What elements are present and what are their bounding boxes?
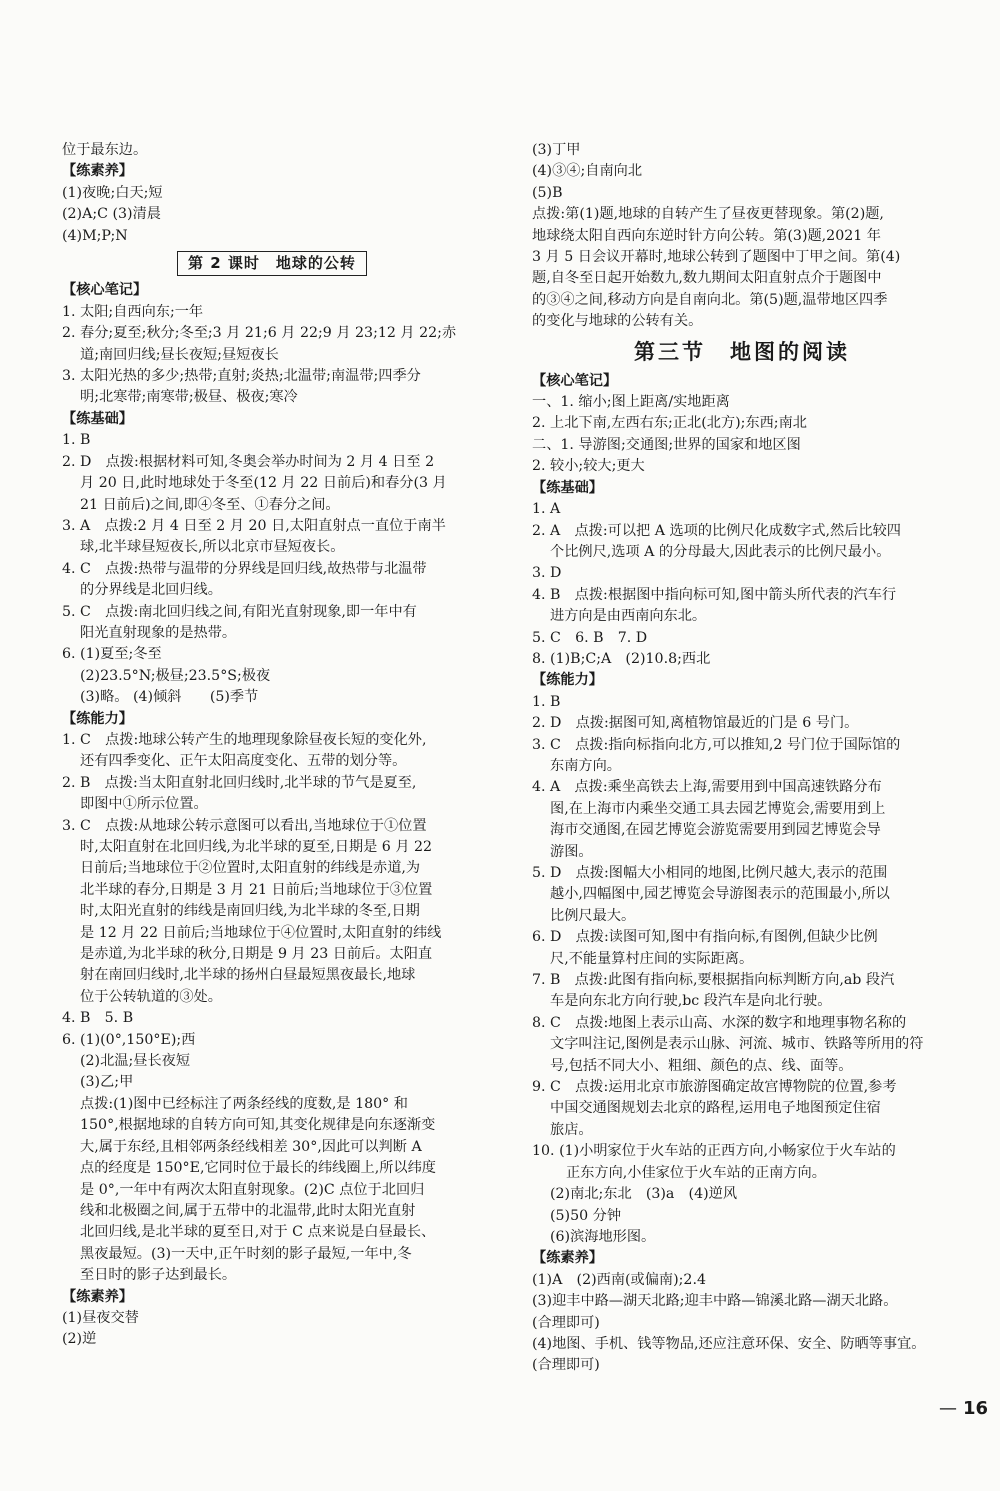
text-line: (4)③④;自南向北	[532, 163, 643, 180]
section-heading: 【练素养】	[62, 1288, 133, 1305]
text-line: 日前后;当地球位于②位置时,太阳直射的纬线是赤道,为	[80, 860, 421, 877]
page-number: — 16	[938, 1398, 988, 1419]
text-line: 1. A	[532, 501, 561, 518]
text-line: 图,在上海市内乘坐交通工具去园艺博览会,需要用到上	[550, 800, 886, 817]
section-heading: 【核心笔记】	[532, 372, 618, 389]
text-line: 5. C 点拨:南北回归线之间,有阳光直射现象,即一年中有	[62, 603, 417, 620]
text-line: 号,包括不同大小、粗细、颜色的点、线、面等。	[550, 1057, 853, 1074]
text-line: 3 月 5 日会议开幕时,地球公转到了题图中丁甲之间。第(4)	[532, 249, 901, 266]
section-heading: 【练素养】	[532, 1250, 603, 1267]
text-line: 尺,不能量算村庄间的实际距离。	[550, 950, 754, 967]
text-line: (1)A (2)西南(或偏南);2.4	[532, 1271, 706, 1288]
text-line: 2. 较小;较大;更大	[532, 458, 645, 475]
text-line: 1. B	[532, 693, 561, 710]
text-line: (3)迎丰中路—湖天北路;迎丰中路—锦溪北路—湖天北路。	[532, 1293, 898, 1310]
text-line: 点拨:(1)图中已经标注了两条经线的度数,是 180° 和	[80, 1095, 408, 1112]
text-line: 个比例尺,选项 A 的分母最大,因此表示的比例尺最小。	[550, 543, 891, 560]
text-line: 黑夜最短。(3)一天中,正午时刻的影子最短,一年中,冬	[80, 1245, 412, 1262]
text-line: 题,自冬至日起开始数九,数九期间太阳直射点介于题图中	[532, 270, 882, 287]
text-line: 3. A 点拨:2 月 4 日至 2 月 20 日,太阳直射点一直位于南半	[62, 517, 446, 534]
text-line: 的分界线是北回归线。	[80, 582, 222, 599]
text-line: (2)逆	[62, 1331, 97, 1348]
text-line: 时,太阳光直射的纬线是南回归线,为北半球的冬至,日期	[80, 903, 420, 920]
text-line: 150°,根据地球的自转方向可知,其变化规律是向东逐渐变	[80, 1117, 436, 1134]
left-column	[62, 140, 482, 1351]
text-line: (5)50 分钟	[550, 1207, 622, 1224]
text-line: 的③④之间,移动方向是自南向北。第(5)题,温带地区四季	[532, 291, 888, 308]
text-line: 是赤道,为北半球的秋分,日期是 9 月 23 日前后。太阳直	[80, 946, 433, 963]
text-line: 射在南回归线时,北半球的扬州白昼最短黑夜最长,地球	[80, 967, 416, 984]
text-line: 5. C 6. B 7. D	[532, 629, 648, 646]
text-line: 2. D 点拨:据图可知,离植物馆最近的门是 6 号门。	[532, 715, 859, 732]
text-line: 阳光直射现象的是热带。	[80, 624, 237, 641]
text-line: (合理即可)	[532, 1357, 600, 1374]
text-line: 3. C 点拨:从地球公转示意图可以看出,当地球位于①位置	[62, 817, 427, 834]
text-line: 1. B	[62, 432, 91, 449]
text-line: (3)略。 (4)倾斜 (5)季节	[80, 689, 259, 706]
text-line: 文字叫注记,图例是表示山脉、河流、城市、铁路等所用的符	[550, 1036, 924, 1053]
text-line: 3. 太阳光热的多少;热带;直射;炎热;北温带;南温带;四季分	[62, 368, 421, 385]
text-line: 2. D 点拨:根据材料可知,冬奥会举办时间为 2 月 4 日至 2	[62, 453, 435, 470]
text-line: 东南方向。	[550, 757, 621, 774]
text-line: (2)A;C (3)清晨	[62, 206, 161, 223]
text-line: 点的经度是 150°E,它同时位于最长的纬线圈上,所以纬度	[80, 1160, 436, 1177]
text-line: 至日时的影子达到最长。	[80, 1267, 237, 1284]
text-line: 北半球的春分,日期是 3 月 21 日前后;当地球位于③位置	[80, 881, 433, 898]
text-line: 中国交通图规划去北京的路程,运用电子地图预定住宿	[550, 1100, 881, 1117]
text-line: 线和北极圈之间,属于五带中的北温带,此时太阳光直射	[80, 1202, 416, 1219]
text-line: 点拨:第(1)题,地球的自转产生了昼夜更替现象。第(2)题,	[532, 206, 884, 223]
text-line: (1)昼夜交替	[62, 1309, 139, 1326]
text-line: 是 12 月 22 日前后;当地球位于④位置时,太阳直射的纬线	[80, 924, 442, 941]
text-line: 3. C 点拨:指向标指向北方,可以推知,2 号门位于国际馆的	[532, 736, 901, 753]
text-line: (6)滨海地形图。	[550, 1228, 656, 1245]
text-line: 7. B 点拨:此图有指向标,要根据指向标判断方向,ab 段汽	[532, 972, 895, 989]
text-line: 旅店。	[550, 1121, 593, 1138]
text-line: 4. C 点拨:热带与温带的分界线是回归线,故热带与北温带	[62, 560, 427, 577]
text-line: 5. D 点拨:图幅大小相同的地图,比例尺越大,表示的范围	[532, 865, 888, 881]
text-line: 1. 太阳;自西向东;一年	[62, 303, 204, 320]
text-line: 2. B 点拨:当太阳直射北回归线时,北半球的节气是夏至,	[62, 774, 417, 791]
text-line: 车是向东北方向行驶,bc 段汽车是向北行驶。	[550, 993, 832, 1010]
section-title: 第三节 地图的阅读	[634, 339, 850, 364]
text-line: (2)北温;昼长夜短	[80, 1053, 191, 1070]
text-line: (2)南北;东北 (3)a (4)逆风	[550, 1186, 738, 1203]
right-column	[532, 140, 952, 1377]
text-line: 游图。	[550, 843, 593, 860]
text-line: (3)丁甲	[532, 142, 581, 158]
text-line: (4)M;P;N	[62, 227, 128, 244]
text-line: (合理即可)	[532, 1314, 600, 1331]
text-line: 还有四季变化、正午太阳高度变化、五带的划分等。	[80, 753, 407, 770]
section-heading: 【练基础】	[532, 479, 603, 496]
lesson-title: 第 2 课时 地球的公转	[62, 251, 482, 276]
text-line: 是 0°,一年中有两次太阳直射现象。(2)C 点位于北回归	[80, 1181, 425, 1198]
section-heading: 【练能力】	[62, 710, 133, 727]
text-line: 4. A 点拨:乘坐高铁去上海,需要用到中国高速铁路分布	[532, 779, 882, 796]
text-line: (4)地图、手机、钱等物品,还应注意环保、安全、防晒等事宜。	[532, 1335, 926, 1352]
text-line: 8. C 点拨:地图上表示山高、水深的数字和地理事物名称的	[532, 1014, 907, 1031]
text-line: 道;南回归线;昼长夜短;昼短夜长	[80, 346, 279, 363]
text-line: (3)乙;甲	[80, 1074, 134, 1091]
text-line: 位于公转轨道的③处。	[80, 988, 222, 1005]
section-heading: 【练素养】	[62, 163, 133, 180]
section-heading: 【练能力】	[532, 672, 603, 689]
text-line: 6. (1)夏至;冬至	[62, 646, 162, 663]
text-line: 1. C 点拨:地球公转产生的地理现象除昼夜长短的变化外,	[62, 731, 427, 748]
text-line: 6. (1)(0°,150°E);西	[62, 1031, 196, 1048]
text-line: (5)B	[532, 184, 563, 201]
text-line: 海市交通图,在园艺博览会游览需要用到园艺博览会导	[550, 822, 881, 839]
text-line: 二、1. 导游图;交通图;世界的国家和地区图	[532, 436, 801, 453]
text-line: 2. 上北下南,左西右东;正北(北方);东西;南北	[532, 415, 807, 432]
text-line: 2. A 点拨:可以把 A 选项的比例尺化成数字式,然后比较四	[532, 522, 901, 539]
text-line: 10. (1)小明家位于火车站的正西方向,小畅家位于火车站的	[532, 1143, 896, 1160]
section-heading: 【核心笔记】	[62, 282, 148, 299]
text-line: 明;北寒带;南寒带;极昼、极夜;寒冷	[80, 389, 298, 406]
text-line: 4. B 5. B	[62, 1010, 134, 1027]
text-line: (1)夜晚;白天;短	[62, 184, 163, 201]
text-line: 的变化与地球的公转有关。	[532, 313, 703, 330]
text-line: 8. (1)B;C;A (2)10.8;西北	[532, 650, 711, 667]
text-line: 4. B 点拨:根据图中指向标可知,图中箭头所代表的汽车行	[532, 586, 897, 603]
text-line: 正东方向,小佳家位于火车站的正南方向。	[566, 1164, 826, 1181]
text-line: 大,属于东经,且相邻两条经线相差 30°,因此可以判断 A	[80, 1138, 422, 1155]
text-line: 月 20 日,此时地球处于冬至(12 月 22 日前后)和春分(3 月	[80, 475, 447, 492]
text-line: 21 日前后)之间,即④冬至、①春分之间。	[80, 496, 340, 513]
section-heading: 【练基础】	[62, 410, 133, 427]
text-line: 球,北半球昼短夜长,所以北京市昼短夜长。	[80, 539, 345, 556]
text-line: 比例尺最大。	[550, 907, 636, 924]
text-line: 地球绕太阳自西向东逆时针方向公转。第(3)题,2021 年	[532, 227, 881, 244]
text-line: 北回归线,是北半球的夏至日,对于 C 点来说是白昼最长、	[80, 1224, 436, 1241]
text-line: 越小,四幅图中,园艺博览会导游图表示的范围最小,所以	[550, 886, 890, 903]
text-line: 2. 春分;夏至;秋分;冬至;3 月 21;6 月 22;9 月 23;12 月 22;赤	[62, 325, 457, 342]
text-line: 6. D 点拨:读图可知,图中有指向标,有图例,但缺少比例	[532, 929, 878, 946]
text-line: (2)23.5°N;极昼;23.5°S;极夜	[80, 667, 271, 684]
text-line: 进方向是由西南向东北。	[550, 608, 707, 625]
text-line: 一、1. 缩小;图上距离/实地距离	[532, 394, 730, 411]
text-line: 即图中①所示位置。	[80, 796, 208, 813]
text-line: 9. C 点拨:运用北京市旅游图确定故宫博物院的位置,参考	[532, 1079, 897, 1096]
text-line: 时,太阳直射在北回归线,为北半球的夏至,日期是 6 月 22	[80, 839, 433, 855]
text-line: 3. D	[532, 565, 562, 582]
text-line: 位于最东边。	[62, 142, 148, 158]
